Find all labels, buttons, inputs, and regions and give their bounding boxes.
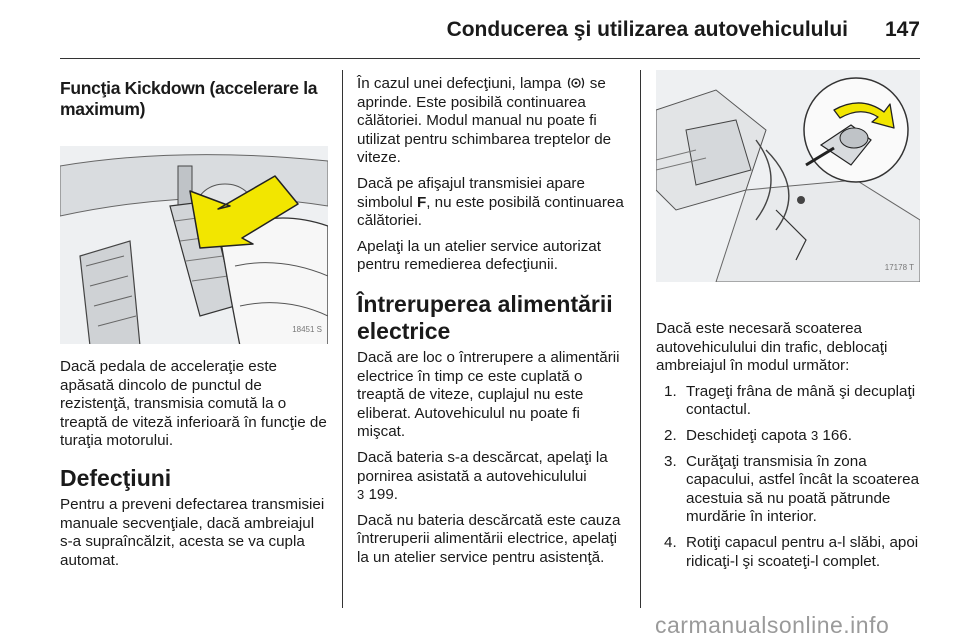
tow-intro-text: Dacă este necesară scoaterea autovehiculului din trafic, deblocaţi ambreiajul în modul următor: [656,320,888,375]
step-number: 4. [664,533,677,551]
figure-id: 17178 T [884,263,914,273]
step-number: 3. [664,452,677,470]
step-page-ref[interactable]: 166. [818,426,852,444]
page-title: Conducerea şi utilizarea autovehiculului [446,18,848,41]
step-text: Curăţaţi transmisia în zona capacului, astfel încât la scoaterea acestuia să nu poată pătrunde murdărie în interior. [686,452,920,526]
column-1 [60,70,328,577]
f-symbol: F [416,193,427,211]
fault-lamp-text-a: În cazul unei defecţiuni, lampa [357,75,566,92]
page-reference-icon[interactable]: 3 [357,487,365,503]
step-text: Trageţi frâna de mână şi decuplaţi contactul. [686,382,916,419]
page-reference-icon[interactable]: 3 [810,427,819,443]
pedal-figure [60,146,328,344]
page-header [60,10,920,50]
list-item [656,383,924,420]
f-symbol-text [357,175,625,231]
assistance-text: Dacă nu bateria descărcată este cauza întreruperii alimentării electrice, apelaţi la un atelier service pentru asistenţă. [357,511,621,566]
step-number: 2. [664,426,677,444]
transmission-illustration [656,70,920,282]
step-text: Rotiţi capacul pentru a-l slăbi, apoi ridicaţi-l şi scoateţi-l complet. [686,533,919,570]
battery-text-a: Dacă bateria s-a descărcat, apelaţi la pornirea asistată a autovehiculului [357,448,608,485]
kickdown-text: Dacă pedala de acceleraţie este apăsată dincolo de punctul de rezistenţă, transmisia comută la o treaptă de viteză inferioară în funcţie de turaţia motorului. [60,358,327,450]
f-symbol-text-b: , nu este posibilă continuarea călătoriei. [357,193,624,230]
pedal-illustration [60,146,328,344]
fault-lamp-text-b: se aprinde. Este posibilă continuarea călătoriei. Modul manual nu poate fi utilizat pentru schimbarea treptelor de viteze. [357,75,612,167]
malfunctions-text: Pentru a preveni defectarea transmisiei manuale secvenţiale, dacă ambreiajul s-a supraîncălzit, acesta se va cupla automat. [60,495,325,569]
transmission-warning-icon [566,76,586,90]
malfunctions-heading: Defecţiuni [60,464,172,491]
watermark[interactable]: carmanualsonline.info [655,612,890,638]
header-divider [60,58,920,59]
column-2 [357,70,625,574]
release-steps-list [656,383,924,571]
transmission-figure [656,70,920,282]
column-3 [656,70,924,578]
list-item [656,534,924,571]
list-item [656,427,924,446]
step-number: 1. [664,382,677,400]
kickdown-heading: Funcţia Kickdown (accelerare la maximum) [60,78,318,119]
power-interruption-heading: Întreruperea alimentării electrice [357,290,613,344]
column-divider-2 [640,70,641,608]
column-divider-1 [342,70,343,608]
service-text: Apelaţi la un atelier service autorizat pentru remedierea defecţiunii. [357,237,601,274]
figure-id: 18451 S [292,325,322,335]
battery-text [357,449,625,505]
f-symbol-text-a: Dacă pe afişajul transmisiei apare simbolul [357,174,585,211]
list-item [656,453,924,527]
power-interruption-text: Dacă are loc o întrerupere a alimentării electrice în timp ce este cuplată o treaptă de viteze, cuplajul nu este eliberat. Autovehiculul nu poate fi mişcat. [357,348,620,441]
fault-lamp-text [357,75,625,168]
step-text: Deschideţi capota [686,426,811,444]
page-number: 147 [884,18,920,41]
battery-page-ref[interactable]: 199. [364,486,399,504]
